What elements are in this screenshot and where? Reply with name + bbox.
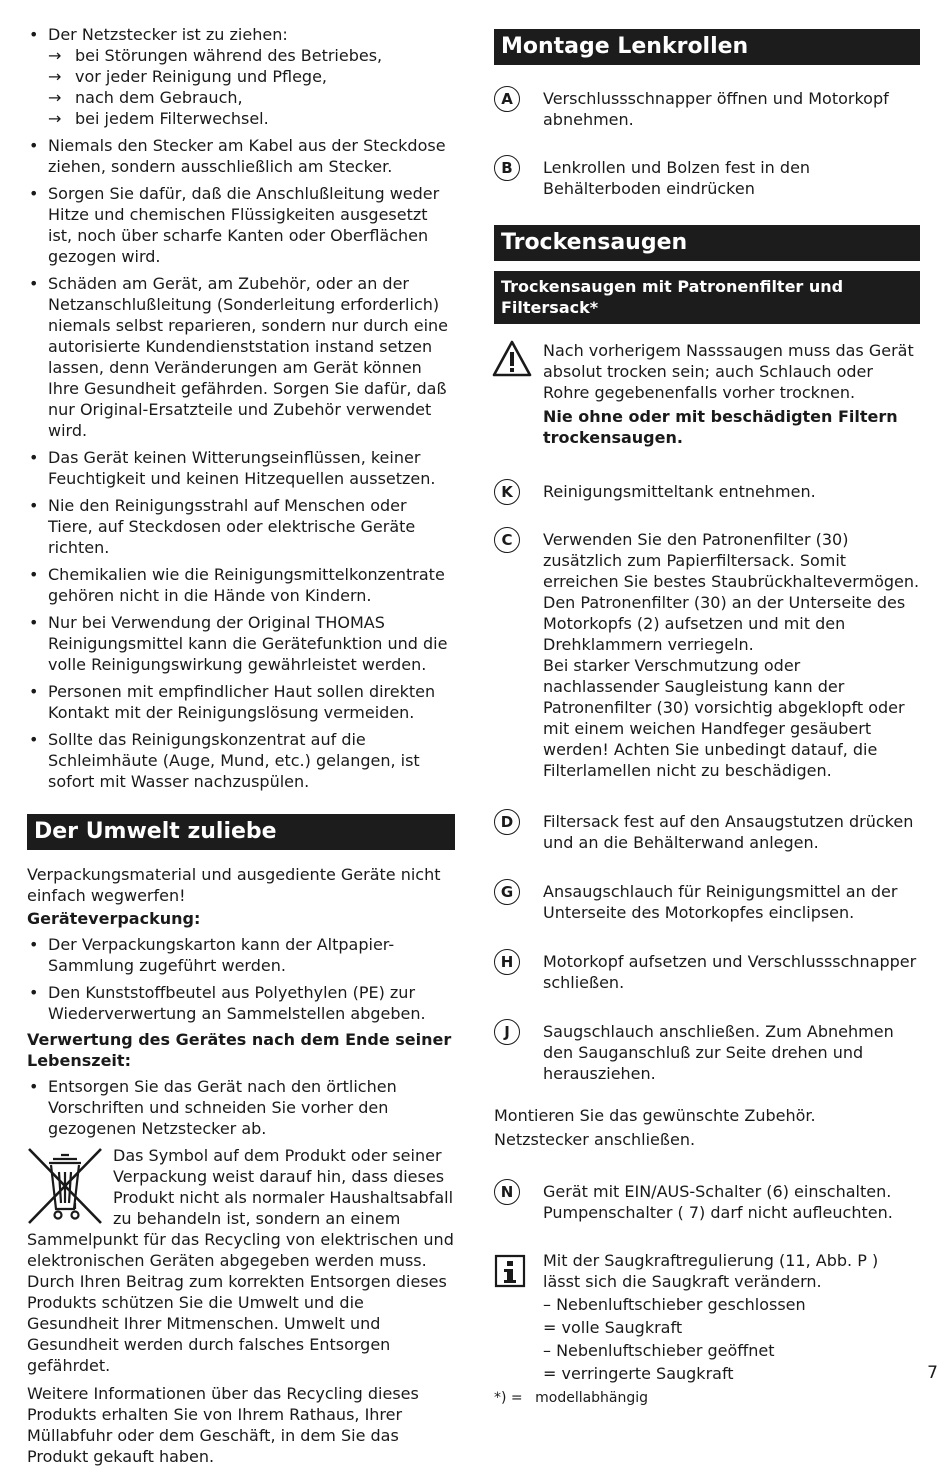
step-text: Verwenden Sie den Patronenfilter (30) zusätzlich zum Papierfiltersack. Somit erreichen Sie bestes Staubrückhaltevermögen. Den Patronenfilter (30) an der Unterseite des Motorkopfs (2) aufsetzen und mit den Drehklammern verriegeln. Bei starker Verschmutzung oder nachlassender Saugleistung kann der Patronenfilter (30) vorsichtig abgeklopft oder mit einem weichen Handfeger gesäubert werden! Achten Sie unbedingt datauf, die Filterlamellen nicht zu beschädigen. — [543, 530, 920, 780]
right-column — [494, 24, 920, 1409]
list-item — [27, 24, 455, 129]
list-item: • Das Gerät keinen Witterungseinflüssen, keiner Feuchtigkeit und keinen Hitzequellen aussetzen. — [27, 447, 455, 489]
sub-item: → bei jedem Filterwechsel. — [48, 108, 455, 129]
list-item: • Chemikalien wie die Reinigungsmittelkonzentrate gehören nicht in die Hände von Kindern. — [27, 564, 455, 606]
footnote-text: modellabhängig — [535, 1390, 649, 1406]
info-line: Mit der Saugkraftregulierung (11, Abb. P ) lässt sich die Saugkraft verändern. — [543, 1251, 879, 1291]
step-text: Reinigungsmitteltank entnehmen. — [543, 482, 816, 501]
step-badge: N — [494, 1179, 520, 1205]
step-badge: J — [494, 1019, 520, 1045]
mount-accessory: Montieren Sie das gewünschte Zubehör. — [494, 1106, 816, 1125]
info-line: = verringerte Saugkraft — [543, 1364, 734, 1383]
step-c — [494, 529, 920, 781]
mount-heading: Montage Lenkrollen — [494, 29, 920, 65]
more-info: Weitere Informationen über das Recycling dieses Produkts erhalten Sie von Ihrem Rathaus, Ihrer Müllabfuhr oder dem Geschäft, in dem Sie das Produkt gekauft haben. — [27, 1384, 419, 1466]
disposal-list — [27, 1076, 455, 1139]
step-badge: D — [494, 809, 520, 835]
disposal-heading: Verwertung des Gerätes nach dem Ende seiner Lebenszeit: — [27, 1030, 452, 1070]
crossed-bin-icon — [25, 1145, 105, 1227]
warning-icon — [494, 340, 528, 383]
weee-text: Das Symbol auf dem Produkt oder seiner Verpackung weist darauf hin, dass dieses Produkt nicht als normaler Haushaltsabfall zu behandeln ist, sondern an einem Sammelpunkt für das Recycling von elektrischen und elektronischen Geräten abgegeben werden muss. Durch Ihren Beitrag zum korrekten Entsorgen dieses Produkts schützen Sie die Umwelt und die Gesundheit Ihrer Mitmenschen. Umwelt und Gesundheit werden durch falsches Entsorgen gefährdet. — [27, 1146, 454, 1375]
step-j — [494, 1021, 920, 1084]
list-item: • Sollte das Reinigungskonzentrat auf die Schleimhäute (Auge, Mund, etc.) gelangen, ist sofort mit Wasser nachzuspülen. — [27, 729, 455, 792]
info-line: = volle Saugkraft — [543, 1318, 683, 1337]
info-line: – Nebenluftschieber geschlossen — [543, 1295, 806, 1314]
sub-item: → nach dem Gebrauch, — [48, 87, 455, 108]
packaging-heading: Geräteverpackung: — [27, 909, 201, 928]
info-line: – Nebenluftschieber geöffnet — [543, 1341, 775, 1360]
step-text: Filtersack fest auf den Ansaugstutzen drücken und an die Behälterwand anlegen. — [543, 812, 914, 852]
safety-list — [27, 24, 455, 792]
list-item: • Personen mit empfindlicher Haut sollen direkten Kontakt mit der Reinigungslösung vermeiden. — [27, 681, 455, 723]
step-text: Saugschlauch anschließen. Zum Abnehmen den Sauganschluß zur Seite drehen und herausziehen. — [543, 1022, 894, 1083]
list-item: • Nie den Reinigungsstrahl auf Menschen oder Tiere, auf Steckdosen oder elektrische Geräte richten. — [27, 495, 455, 558]
list-item: • Den Kunststoffbeutel aus Polyethylen (PE) zur Wiederverwertung an Sammelstellen abgeben. — [27, 982, 455, 1024]
step-a — [494, 88, 920, 130]
step-h — [494, 951, 920, 993]
footnote-mark: *) = — [494, 1390, 523, 1406]
step-text: Motorkopf aufsetzen und Verschlussschnapper schließen. — [543, 952, 917, 992]
packaging-list — [27, 934, 455, 1024]
list-item: • Niemals den Stecker am Kabel aus der Steckdose ziehen, sondern ausschließlich am Stecker. — [27, 135, 455, 177]
left-column — [27, 24, 455, 1467]
plug-in: Netzstecker anschließen. — [494, 1130, 696, 1149]
dry-heading: Trockensaugen — [494, 225, 920, 261]
step-text: Ansaugschlauch für Reinigungsmittel an der Unterseite des Motorkopfes einclipsen. — [543, 882, 898, 922]
list-item: • Entsorgen Sie das Gerät nach den örtlichen Vorschriften und schneiden Sie vorher den gezogenen Netzstecker ab. — [27, 1076, 455, 1139]
step-d — [494, 811, 920, 853]
list-item: • Sorgen Sie dafür, daß die Anschlußleitung weder Hitze und chemischen Flüssigkeiten ausgesetzt ist, noch über scharfe Kanten oder Oberflächen gezogen wird. — [27, 183, 455, 267]
step-b — [494, 157, 920, 199]
info-block — [494, 1250, 920, 1384]
list-item-text: Der Netzstecker ist zu ziehen: — [48, 25, 288, 44]
step-badge: C — [494, 527, 520, 553]
step-badge: B — [494, 155, 520, 181]
list-item: • Schäden am Gerät, am Zubehör, oder an der Netzanschlußleitung (Sonderleitung erforderlich) niemals selbst reparieren, sondern nur durch eine autorisierte Kundendienststation instand setzen lassen, denn Veränderungen am Gerät können Ihre Gesundheit gefährden. Sorgen Sie dafür, daß nur Original-Ersatzteile und Zubehör verwendet wird. — [27, 273, 455, 441]
step-n — [494, 1181, 920, 1223]
warning-bold: Nie ohne oder mit beschädigten Filtern trockensaugen. — [543, 407, 898, 447]
step-text: Lenkrollen und Bolzen fest in den Behälterboden eindrücken — [543, 158, 811, 198]
warning-text: Nach vorherigem Nasssaugen muss das Gerät absolut trocken sein; auch Schlauch oder Rohre gegebenenfalls vorher trocknen. — [543, 341, 914, 402]
step-badge: H — [494, 949, 520, 975]
step-badge: K — [494, 479, 520, 505]
info-icon — [494, 1250, 528, 1293]
sub-item: → bei Störungen während des Betriebes, — [48, 45, 455, 66]
env-intro: Verpackungsmaterial und ausgediente Geräte nicht einfach wegwerfen! — [27, 865, 441, 905]
list-item: • Der Verpackungskarton kann der Altpapier-Sammlung zugeführt werden. — [27, 934, 455, 976]
page-number: 7 — [927, 1363, 938, 1383]
env-heading: Der Umwelt zuliebe — [27, 814, 455, 850]
list-item: • Nur bei Verwendung der Original THOMAS Reinigungsmittel kann die Gerätefunktion und die volle Reinigungswirkung gewährleistet werden. — [27, 612, 455, 675]
weee-block — [27, 1145, 455, 1376]
step-text: Verschlussschnapper öffnen und Motorkopf abnehmen. — [543, 89, 889, 129]
sub-item: → vor jeder Reinigung und Pflege, — [48, 66, 455, 87]
footnote — [494, 1388, 920, 1409]
warning-block — [494, 340, 920, 448]
step-g — [494, 881, 920, 923]
step-badge: A — [494, 86, 520, 112]
step-badge: G — [494, 879, 520, 905]
step-text: Gerät mit EIN/AUS-Schalter (6) einschalten. Pumpenschalter ( 7) darf nicht aufleuchten. — [543, 1182, 893, 1222]
step-k — [494, 481, 920, 505]
dry-subheading: Trockensaugen mit Patronenfilter und Filtersack* — [494, 271, 920, 324]
